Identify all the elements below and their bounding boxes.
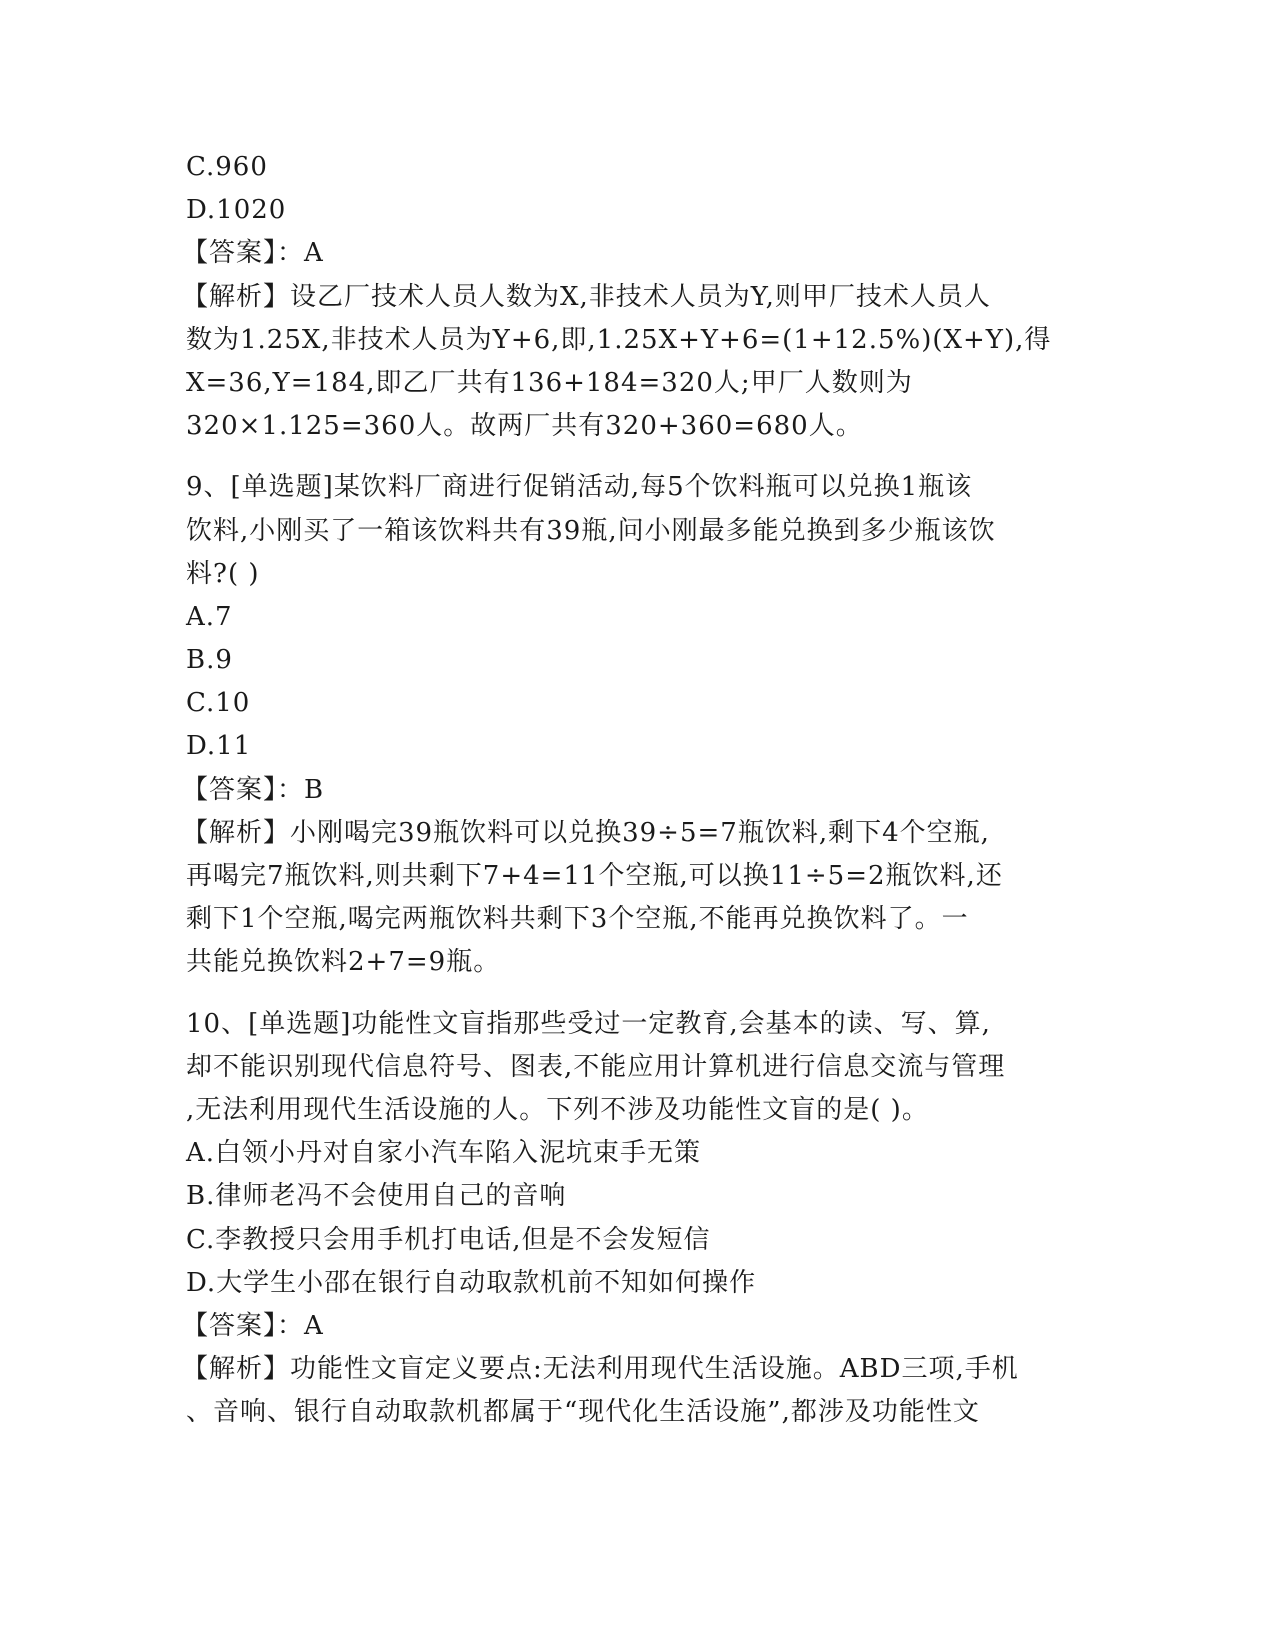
question-text-line: 10、[单选题]功能性文盲指那些受过一定教育,会基本的读、写、算, [186,1008,991,1039]
analysis-line: 剩下1个空瓶,喝完两瓶饮料共剩下3个空瓶,不能再兑换饮料了。一 [186,904,969,935]
analysis-line: X=36,Y=184,即乙厂共有136+184=320人;甲厂人数则为 [186,367,913,398]
answer: 【答案】：A [182,1310,324,1341]
option-d: D.1020 [186,195,287,226]
option-c: C.960 [186,152,268,182]
analysis-line: 320×1.125=360人。故两厂共有320+360=680人。 [186,411,863,442]
option-b: B.律师老冯不会使用自己的音响 [186,1181,567,1212]
option-c: C.李教授只会用手机打电话,但是不会发短信 [186,1224,711,1255]
question-9 [182,466,1085,984]
question-text-line: ,无法利用现代生活设施的人。下列不涉及功能性文盲的是( )。 [186,1094,929,1125]
question-text-line: 饮料,小刚买了一箱该饮料共有39瓶,问小刚最多能兑换到多少瓶该饮 [186,515,996,546]
analysis-line: 数为1.25X,非技术人员为Y+6,即,1.25X+Y+6=(1+12.5%)(X+Y),得 [186,324,1052,355]
question-10 [182,1003,1085,1435]
analysis-line: 共能兑换饮料2+7=9瓶。 [186,947,501,978]
question-text-line: 9、[单选题]某饮料厂商进行促销活动,每5个饮料瓶可以兑换1瓶该 [186,472,973,503]
option-a: A.白领小丹对自家小汽车陷入泥坑束手无策 [186,1138,702,1169]
option-c: C.10 [186,688,251,719]
option-d: D.大学生小邵在银行自动取款机前不知如何操作 [186,1267,757,1298]
answer: 【答案】：B [182,774,325,805]
analysis-line: 【解析】功能性文盲定义要点:无法利用现代生活设施。ABD三项,手机 [182,1354,1019,1385]
analysis-line: 再喝完7瓶饮料,则共剩下7+4=11个空瓶,可以换11÷5=2瓶饮料,还 [186,861,1003,891]
question-8-tail [182,146,1085,448]
option-d: D.11 [186,731,252,762]
question-text-line: 料?( ) [186,558,260,589]
question-text-line: 却不能识别现代信息符号、图表,不能应用计算机进行信息交流与管理 [186,1051,1006,1082]
analysis-line: 、音响、银行自动取款机都属于“现代化生活设施”,都涉及功能性文 [186,1397,980,1428]
option-a: A.7 [186,601,233,632]
analysis-line: 【解析】小刚喝完39瓶饮料可以兑换39÷5=7瓶饮料,剩下4个空瓶, [182,817,990,848]
option-b: B.9 [186,645,233,676]
answer: 【答案】：A [182,238,324,269]
analysis-line: 【解析】设乙厂技术人员人数为X,非技术人员为Y,则甲厂技术人员人 [182,281,991,312]
